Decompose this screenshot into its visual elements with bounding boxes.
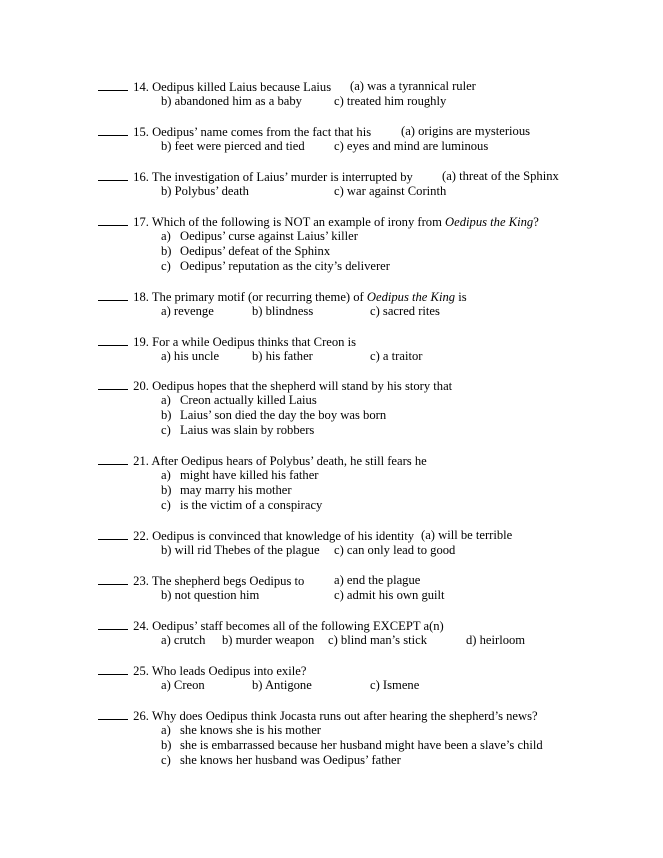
question-20 — [98, 378, 638, 438]
question-number: 24. — [133, 619, 149, 633]
option-label: b) — [161, 244, 172, 258]
option-c: is the victim of a conspiracy — [180, 498, 323, 512]
option-b: Oedipus’ defeat of the Sphinx — [180, 244, 331, 258]
option-b: b) feet were pierced and tied — [161, 139, 305, 153]
option-c: c) treated him roughly — [334, 94, 447, 108]
question-stem: After Oedipus hears of Polybus’ death, he still fears he — [151, 454, 427, 468]
option-label: c) — [161, 423, 171, 437]
question-22 — [98, 528, 638, 558]
option-c: Oedipus’ reputation as the city’s deliverer — [180, 259, 390, 273]
option-b: Laius’ son died the day the boy was born — [180, 408, 387, 422]
question-24 — [98, 618, 638, 648]
option-label: b) — [161, 738, 172, 752]
option-b: b) will rid Thebes of the plague — [161, 543, 320, 557]
question-number: 21. — [133, 454, 149, 468]
option-b: she is embarrassed because her husband might have been a slave’s child — [180, 738, 543, 752]
option-b: b) Polybus’ death — [161, 184, 249, 198]
option-b: b) blindness — [252, 304, 314, 318]
question-number: 17. — [133, 215, 149, 229]
option-a: Creon actually killed Laius — [180, 393, 317, 407]
question-number: 14. — [133, 80, 149, 94]
question-number: 15. — [133, 125, 149, 139]
question-14 — [98, 79, 638, 109]
answer-blank[interactable] — [98, 214, 128, 226]
question-15 — [98, 124, 638, 154]
question-number: 26. — [133, 709, 149, 723]
option-b: may marry his mother — [180, 483, 292, 497]
answer-blank[interactable] — [98, 378, 128, 390]
option-label: b) — [161, 408, 172, 422]
answer-blank[interactable] — [98, 289, 128, 301]
option-a: (a) threat of the Sphinx — [442, 169, 559, 183]
question-number: 23. — [133, 574, 149, 588]
question-number: 20. — [133, 379, 149, 393]
question-18 — [98, 289, 638, 319]
option-a: Oedipus’ curse against Laius’ killer — [180, 229, 358, 243]
answer-blank[interactable] — [98, 663, 128, 675]
question-number: 16. — [133, 170, 149, 184]
option-c: c) eyes and mind are luminous — [334, 139, 489, 153]
answer-blank[interactable] — [98, 708, 128, 720]
stem-text: The primary motif (or recurring theme) of — [151, 290, 367, 304]
option-c: c) admit his own guilt — [334, 588, 445, 602]
option-a: a) his uncle — [161, 349, 220, 363]
answer-blank[interactable] — [98, 169, 128, 181]
option-label: b) — [161, 483, 172, 497]
option-label: c) — [161, 753, 171, 767]
option-a: (a) will be terrible — [421, 528, 513, 542]
option-a: she knows she is his mother — [180, 723, 321, 737]
option-a: (a) origins are mysterious — [401, 124, 531, 138]
question-stem: Oedipus’ name comes from the fact that his — [152, 125, 372, 139]
work-title: Oedipus the King — [445, 215, 534, 229]
answer-blank[interactable] — [98, 528, 128, 540]
option-c: c) can only lead to good — [334, 543, 456, 557]
option-b: b) abandoned him as a baby — [161, 94, 302, 108]
option-label: c) — [161, 259, 171, 273]
option-c: Laius was slain by robbers — [180, 423, 315, 437]
question-stem: Oedipus hopes that the shepherd will stand by his story that — [152, 379, 453, 393]
stem-text: ? — [533, 215, 539, 229]
option-c: c) a traitor — [370, 349, 423, 363]
stem-text: Which of the following is NOT an example of irony from — [151, 215, 446, 229]
answer-blank[interactable] — [98, 618, 128, 630]
question-stem: Who leads Oedipus into exile? — [151, 664, 307, 678]
option-b: b) murder weapon — [222, 633, 315, 647]
answer-blank[interactable] — [98, 79, 128, 91]
question-stem: For a while Oedipus thinks that Creon is — [152, 335, 356, 349]
answer-blank[interactable] — [98, 124, 128, 136]
option-a: might have killed his father — [180, 468, 319, 482]
option-b: b) not question him — [161, 588, 260, 602]
answer-blank[interactable] — [98, 453, 128, 465]
answer-blank[interactable] — [98, 334, 128, 346]
option-a: a) crutch — [161, 633, 206, 647]
option-c: c) war against Corinth — [334, 184, 447, 198]
option-b: b) Antigone — [252, 678, 312, 692]
option-a: a) revenge — [161, 304, 214, 318]
question-19 — [98, 334, 638, 364]
work-title: Oedipus the King — [366, 290, 456, 304]
question-26 — [98, 708, 638, 768]
question-23 — [98, 573, 638, 603]
option-label: a) — [161, 229, 171, 243]
option-label: c) — [161, 498, 171, 512]
question-25 — [98, 663, 638, 693]
question-17 — [98, 214, 638, 274]
option-a: (a) was a tyrannical ruler — [350, 79, 476, 93]
question-stem: The investigation of Laius’ murder is interrupted by — [151, 170, 413, 184]
question-number: 18. — [133, 290, 149, 304]
option-label: a) — [161, 723, 171, 737]
option-a: a) Creon — [161, 678, 205, 692]
option-c: c) blind man’s stick — [328, 633, 427, 647]
option-c: c) Ismene — [370, 678, 420, 692]
option-label: a) — [161, 468, 171, 482]
option-d: d) heirloom — [466, 633, 526, 647]
question-stem: Why does Oedipus think Jocasta runs out after hearing the shepherd’s news? — [151, 709, 538, 723]
question-stem — [152, 215, 539, 229]
question-number: 22. — [133, 529, 149, 543]
option-label: a) — [161, 393, 171, 407]
question-number: 19. — [133, 335, 149, 349]
question-stem: Oedipus killed Laius because Laius — [152, 80, 332, 94]
question-21 — [98, 453, 638, 513]
option-c: c) sacred rites — [370, 304, 440, 318]
option-c: she knows her husband was Oedipus’ father — [180, 753, 401, 767]
answer-blank[interactable] — [98, 573, 128, 585]
question-stem: Oedipus’ staff becomes all of the following EXCEPT a(n) — [152, 619, 444, 633]
question-number: 25. — [133, 664, 149, 678]
question-stem — [152, 290, 467, 304]
option-b: b) his father — [252, 349, 313, 363]
question-stem: Oedipus is convinced that knowledge of his identity — [152, 529, 415, 543]
question-16 — [98, 169, 638, 199]
option-a: a) end the plague — [334, 573, 421, 587]
stem-text: is — [455, 290, 467, 304]
question-stem: The shepherd begs Oedipus to — [151, 574, 305, 588]
